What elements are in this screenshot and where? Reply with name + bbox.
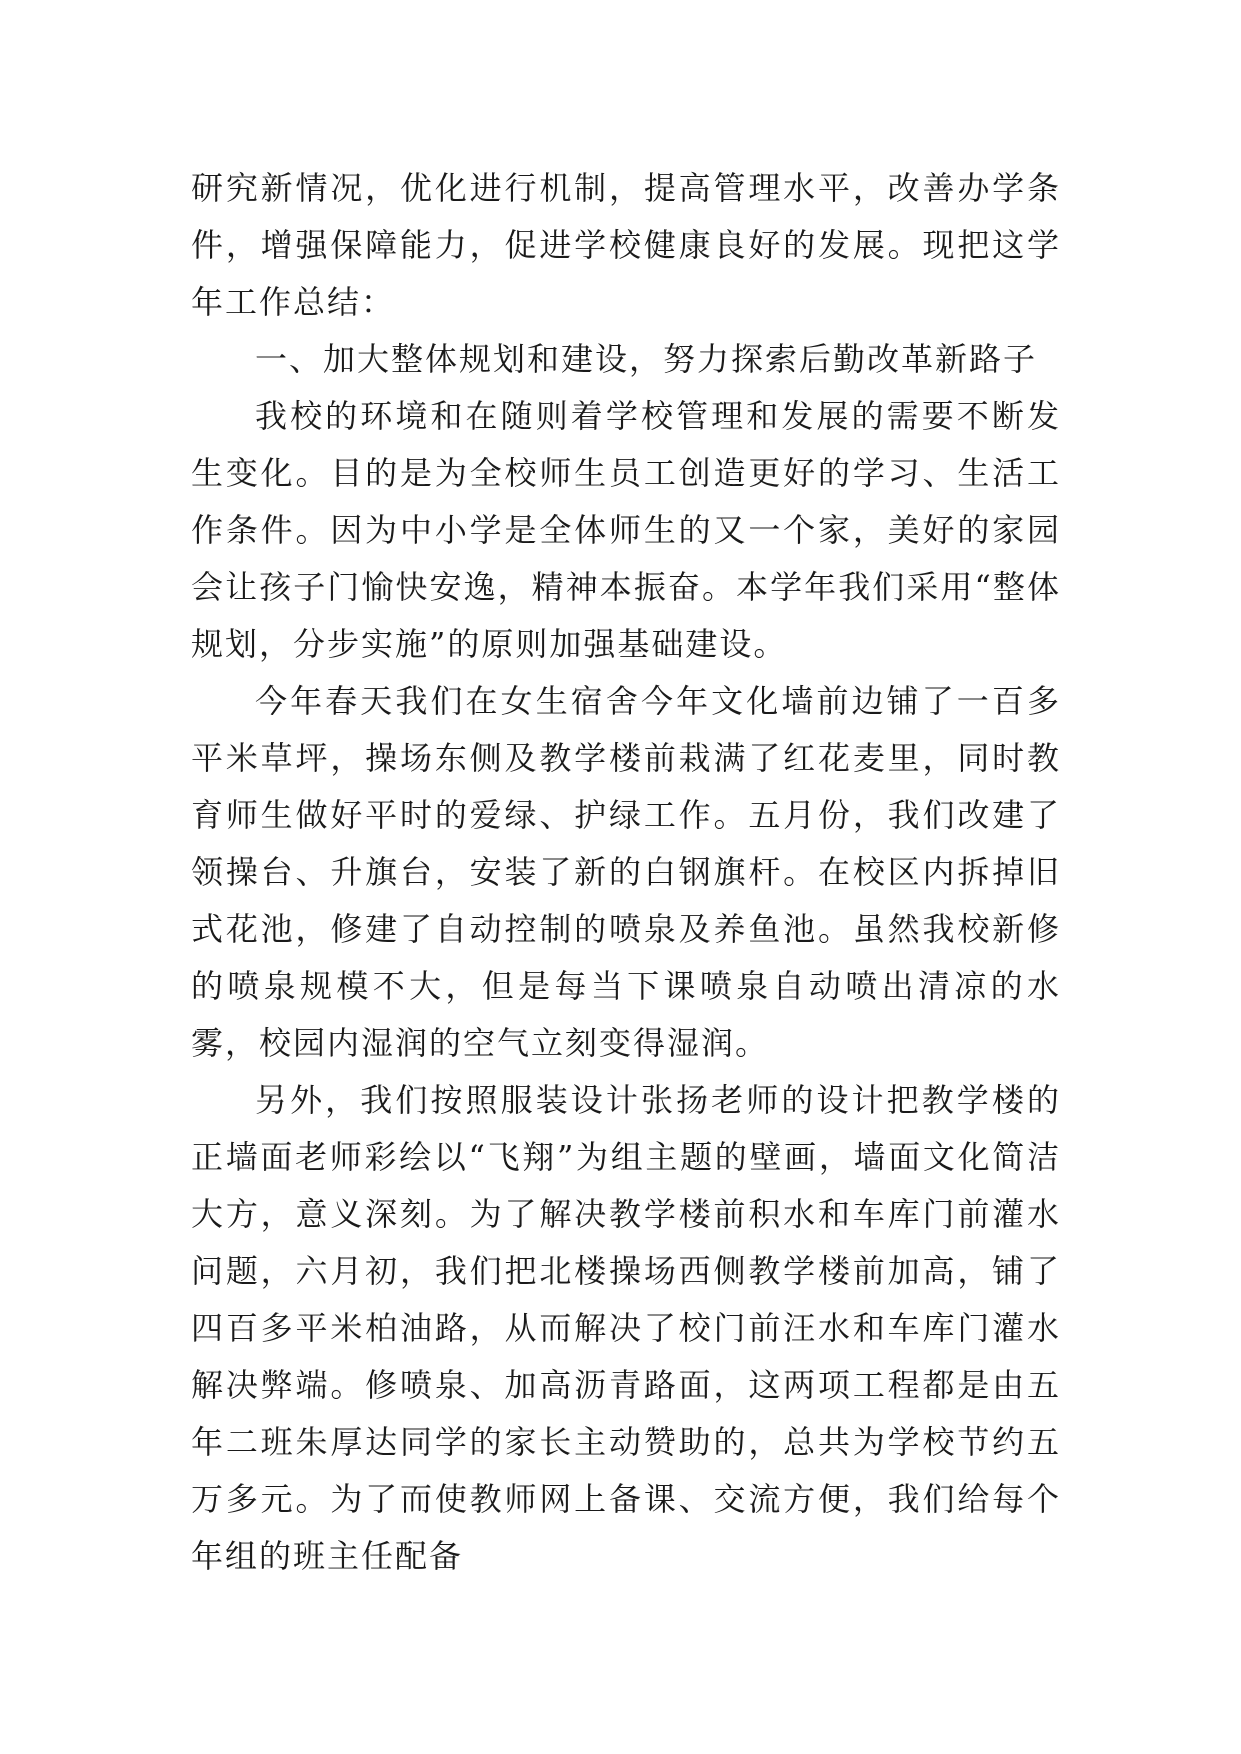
- document-body: [191, 160, 1061, 1585]
- paragraph-environment: 我校的环境和在随则着学校管理和发展的需要不断发生变化。目的是为全校师生员工创造更好的学习、生活工作条件。因为中小学是全体师生的又一个家，美好的家园会让孩子门愉快安逸，精神本振奋。本学年我们采用“整体规划，分步实施”的原则加强基础建设。: [191, 397, 1061, 663]
- section-heading-1: 一、加大整体规划和建设，努力探索后勤改革新路子: [255, 340, 1038, 378]
- paragraph-intro-continuation: 研究新情况，优化进行机制，提高管理水平，改善办学条件，增强保障能力，促进学校健康良好的发展。现把这学年工作总结：: [191, 169, 1061, 321]
- paragraph-additional-works: 另外，我们按照服装设计张扬老师的设计把教学楼的正墙面老师彩绘以“飞翔”为组主题的壁画，墙面文化简洁大方，意义深刻。为了解决教学楼前积水和车库门前灌水问题，六月初，我们把北楼操场西侧教学楼前加高，铺了四百多平米柏油路，从而解决了校门前汪水和车库门灌水解决弊端。修喷泉、加高沥青路面，这两项工程都是由五年二班朱厚达同学的家长主动赞助的，总共为学校节约五万多元。为了而使教师网上备课、交流方便，我们给每个年组的班主任配备: [191, 1081, 1061, 1575]
- paragraph-spring-works: 今年春天我们在女生宿舍今年文化墙前边铺了一百多平米草坪，操场东侧及教学楼前栽满了红花麦里，同时教育师生做好平时的爱绿、护绿工作。五月份，我们改建了领操台、升旗台，安装了新的白钢旗杆。在校区内拆掉旧式花池，修建了自动控制的喷泉及养鱼池。虽然我校新修的喷泉规模不大，但是每当下课喷泉自动喷出清凉的水雾，校园内湿润的空气立刻变得湿润。: [191, 682, 1061, 1062]
